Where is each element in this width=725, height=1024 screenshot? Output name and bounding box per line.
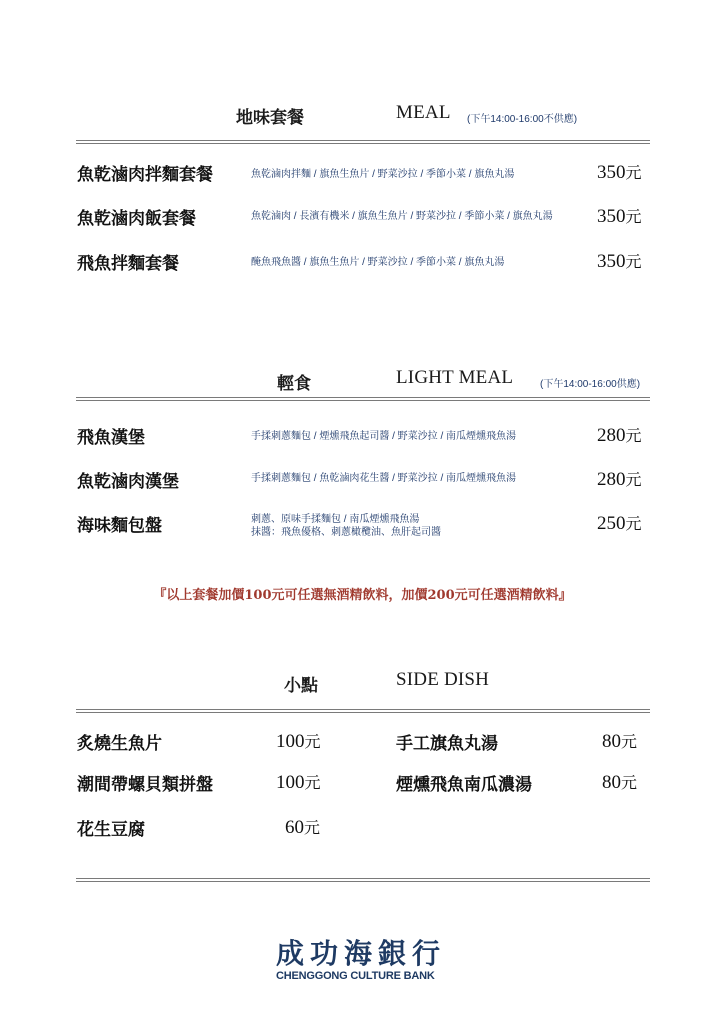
- light-item-name: 飛魚漢堡: [77, 428, 145, 448]
- light-title-en: LIGHT MEAL: [396, 367, 514, 388]
- brand-logo-en: CHENGGONG CULTURE BANK: [276, 970, 435, 982]
- side-item-price: 80元: [602, 772, 638, 793]
- light-item-desc: 手揉刺蔥麵包 / 魚乾滷肉花生醬 / 野菜沙拉 / 南瓜煙燻飛魚湯: [251, 473, 517, 484]
- light-item-price: 280元: [597, 425, 642, 446]
- meal-title-cn: 地味套餐: [236, 108, 304, 128]
- meal-divider: [76, 140, 650, 144]
- meal-item-name: 魚乾滷肉拌麵套餐: [77, 165, 213, 185]
- meal-item-desc: 魚乾滷肉拌麵 / 旗魚生魚片 / 野菜沙拉 / 季節小菜 / 旗魚丸湯: [251, 169, 515, 180]
- light-item-desc: 刺蔥、原味手揉麵包 / 南瓜煙燻飛魚湯: [251, 514, 420, 525]
- side-title-cn: 小點: [284, 676, 318, 696]
- meal-title-en: MEAL: [396, 102, 451, 123]
- light-divider: [76, 397, 650, 401]
- meal-item-price: 350元: [597, 162, 642, 183]
- light-item-price: 250元: [597, 513, 642, 534]
- light-title-cn: 輕食: [277, 374, 311, 394]
- side-title-en: SIDE DISH: [396, 669, 490, 690]
- side-divider: [76, 709, 650, 713]
- meal-item-name: 魚乾滷肉飯套餐: [77, 209, 196, 229]
- meal-item-desc: 醃魚飛魚醬 / 旗魚生魚片 / 野菜沙拉 / 季節小菜 / 旗魚丸湯: [251, 257, 505, 268]
- side-item-price: 100元: [276, 772, 321, 793]
- footer-divider: [76, 878, 650, 882]
- light-item-desc-spreads: 抹醬：飛魚優格、刺蔥橄欖油、魚肝起司醬: [251, 527, 441, 538]
- meal-item-desc: 魚乾滷肉 / 長濱有機米 / 旗魚生魚片 / 野菜沙拉 / 季節小菜 / 旗魚丸湯: [251, 211, 553, 222]
- meal-item-price: 350元: [597, 206, 642, 227]
- side-item-name: 潮間帶螺貝類拼盤: [77, 775, 213, 795]
- meal-item-name: 飛魚拌麵套餐: [77, 254, 179, 274]
- drink-upgrade-promo: 『以上套餐加價100元可任選無酒精飲料，加價200元可任選酒精飲料』: [153, 588, 572, 603]
- brand-logo-cn: 成功海銀行: [276, 937, 447, 970]
- meal-item-price: 350元: [597, 251, 642, 272]
- light-item-name: 海味麵包盤: [77, 516, 162, 536]
- side-item-name: 花生豆腐: [77, 820, 145, 840]
- side-item-name: 炙燒生魚片: [77, 734, 162, 754]
- meal-hours-note: (下午14:00-16:00不供應): [467, 114, 578, 125]
- side-item-name: 手工旗魚丸湯: [396, 734, 498, 754]
- light-item-name: 魚乾滷肉漢堡: [77, 472, 179, 492]
- light-item-price: 280元: [597, 469, 642, 490]
- side-item-price: 100元: [276, 731, 321, 752]
- light-item-desc: 手揉刺蔥麵包 / 煙燻飛魚起司醬 / 野菜沙拉 / 南瓜煙燻飛魚湯: [251, 431, 517, 442]
- side-item-name: 煙燻飛魚南瓜濃湯: [396, 775, 532, 795]
- side-item-price: 80元: [602, 731, 638, 752]
- side-item-price: 60元: [285, 817, 321, 838]
- light-hours-note: (下午14:00-16:00供應): [540, 379, 641, 390]
